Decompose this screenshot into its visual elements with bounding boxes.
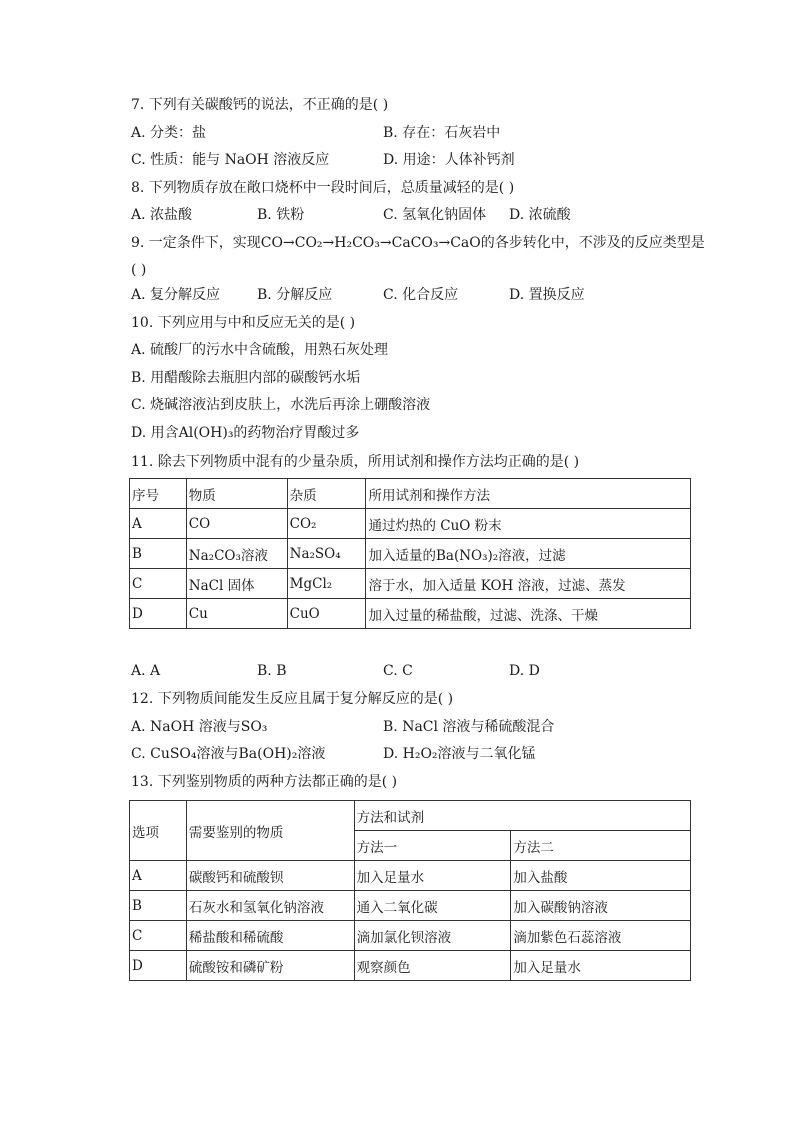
table-cell: 稀盐酸和稀硫酸 bbox=[186, 921, 354, 951]
table-header-cell: 杂质 bbox=[287, 479, 366, 509]
table-cell: CO₂ bbox=[287, 509, 366, 539]
q10-option-a: A. 硫酸厂的污水中含硫酸，用熟石灰处理 bbox=[131, 342, 389, 358]
table-header-row bbox=[130, 801, 691, 831]
table-row bbox=[130, 539, 691, 569]
table-cell: D bbox=[130, 599, 187, 629]
table-header-cell: 方法二 bbox=[511, 831, 691, 861]
q9-stem: 9. 一定条件下，实现CO→CO₂→H₂CO₃→CaCO₃→CaO的各步转化中，不涉及的反应类型是 bbox=[131, 235, 705, 251]
table-cell: 加入过量的稀盐酸，过滤、洗涤、干燥 bbox=[366, 599, 691, 629]
table-cell: 硫酸铵和磷矿粉 bbox=[186, 951, 354, 981]
table-cell: Cu bbox=[186, 599, 287, 629]
table-cell: A bbox=[130, 861, 187, 891]
q8-option-d: D. 浓硫酸 bbox=[509, 207, 571, 223]
q9-option-c: C. 化合反应 bbox=[383, 287, 459, 303]
q9-option-a: A. 复分解反应 bbox=[131, 287, 221, 303]
table-row bbox=[130, 569, 691, 599]
table-cell: 溶于水，加入适量 KOH 溶液，过滤、蒸发 bbox=[366, 569, 691, 599]
q11-option-b: B. B bbox=[257, 663, 287, 679]
table-cell: 加入盐酸 bbox=[511, 861, 691, 891]
table-header-cell: 需要鉴别的物质 bbox=[186, 801, 354, 861]
q10-option-c: C. 烧碱溶液沾到皮肤上，水洗后再涂上硼酸溶液 bbox=[131, 397, 431, 413]
q11-table bbox=[129, 478, 691, 629]
q13-table bbox=[129, 800, 691, 981]
q8-option-b: B. 铁粉 bbox=[257, 207, 305, 223]
table-cell: NaCl 固体 bbox=[186, 569, 287, 599]
table-cell: D bbox=[130, 951, 187, 981]
table-header-cell: 物质 bbox=[186, 479, 287, 509]
q12-option-a: A. NaOH 溶液与SO₃ bbox=[131, 719, 268, 735]
table-cell: 加入适量的Ba(NO₃)₂溶液，过滤 bbox=[366, 539, 691, 569]
q8-option-c: C. 氢氧化钠固体 bbox=[383, 207, 487, 223]
table-header-cell: 方法和试剂 bbox=[354, 801, 690, 831]
table-cell: Na₂CO₃溶液 bbox=[186, 539, 287, 569]
table-cell: 观察颜色 bbox=[354, 951, 511, 981]
table-cell: CO bbox=[186, 509, 287, 539]
table-row bbox=[130, 509, 691, 539]
table-row bbox=[130, 599, 691, 629]
table-cell: B bbox=[130, 891, 187, 921]
q11-option-c: C. C bbox=[383, 663, 413, 679]
table-cell: 加入足量水 bbox=[354, 861, 511, 891]
q11-option-a: A. A bbox=[131, 663, 161, 679]
table-cell: C bbox=[130, 921, 187, 951]
table-cell: Na₂SO₄ bbox=[287, 539, 366, 569]
q7-option-c: C. 性质：能与 NaOH 溶液反应 bbox=[131, 152, 330, 168]
q7-option-b: B. 存在：石灰岩中 bbox=[383, 125, 501, 141]
q12-option-d: D. H₂O₂溶液与二氧化锰 bbox=[383, 746, 536, 762]
q9-stem-cont: ( ) bbox=[131, 262, 147, 278]
q10-option-d: D. 用含Al(OH)₃的药物治疗胃酸过多 bbox=[131, 425, 360, 441]
table-cell: 加入足量水 bbox=[511, 951, 691, 981]
q8-option-a: A. 浓盐酸 bbox=[131, 207, 193, 223]
table-header-row bbox=[130, 479, 691, 509]
table-header-cell: 所用试剂和操作方法 bbox=[366, 479, 691, 509]
table-row bbox=[130, 861, 691, 891]
table-cell: 通入二氧化碳 bbox=[354, 891, 511, 921]
table-header-cell: 选项 bbox=[130, 801, 187, 861]
q12-stem: 12. 下列物质间能发生反应且属于复分解反应的是( ) bbox=[131, 691, 454, 707]
table-cell: A bbox=[130, 509, 187, 539]
q7-stem: 7. 下列有关碳酸钙的说法，不正确的是( ) bbox=[131, 97, 389, 113]
q13-stem: 13. 下列鉴别物质的两种方法都正确的是( ) bbox=[131, 774, 398, 790]
q7-option-a: A. 分类：盐 bbox=[131, 125, 207, 141]
table-row bbox=[130, 951, 691, 981]
table-cell: 滴加氯化钡溶液 bbox=[354, 921, 511, 951]
table-header-cell: 序号 bbox=[130, 479, 187, 509]
q9-option-b: B. 分解反应 bbox=[257, 287, 333, 303]
table-row bbox=[130, 921, 691, 951]
table-cell: 通过灼热的 CuO 粉末 bbox=[366, 509, 691, 539]
q10-stem: 10. 下列应用与中和反应无关的是( ) bbox=[131, 315, 356, 331]
q11-stem: 11. 除去下列物质中混有的少量杂质，所用试剂和操作方法均正确的是( ) bbox=[131, 454, 580, 470]
table-cell: B bbox=[130, 539, 187, 569]
table-cell: MgCl₂ bbox=[287, 569, 366, 599]
q7-option-d: D. 用途：人体补钙剂 bbox=[383, 152, 515, 168]
q11-option-d: D. D bbox=[509, 663, 540, 679]
table-cell: 滴加紫色石蕊溶液 bbox=[511, 921, 691, 951]
q12-option-b: B. NaCl 溶液与稀硫酸混合 bbox=[383, 719, 555, 735]
table-cell: 石灰水和氢氧化钠溶液 bbox=[186, 891, 354, 921]
table-cell: 碳酸钙和硫酸钡 bbox=[186, 861, 354, 891]
table-row bbox=[130, 891, 691, 921]
q8-stem: 8. 下列物质存放在敞口烧杯中一段时间后，总质量减轻的是( ) bbox=[131, 180, 515, 196]
q12-option-c: C. CuSO₄溶液与Ba(OH)₂溶液 bbox=[131, 746, 326, 762]
table-cell: 加入碳酸钠溶液 bbox=[511, 891, 691, 921]
q10-option-b: B. 用醋酸除去瓶胆内部的碳酸钙水垢 bbox=[131, 370, 361, 386]
table-cell: CuO bbox=[287, 599, 366, 629]
q9-option-d: D. 置换反应 bbox=[509, 287, 585, 303]
table-header-cell: 方法一 bbox=[354, 831, 511, 861]
table-cell: C bbox=[130, 569, 187, 599]
